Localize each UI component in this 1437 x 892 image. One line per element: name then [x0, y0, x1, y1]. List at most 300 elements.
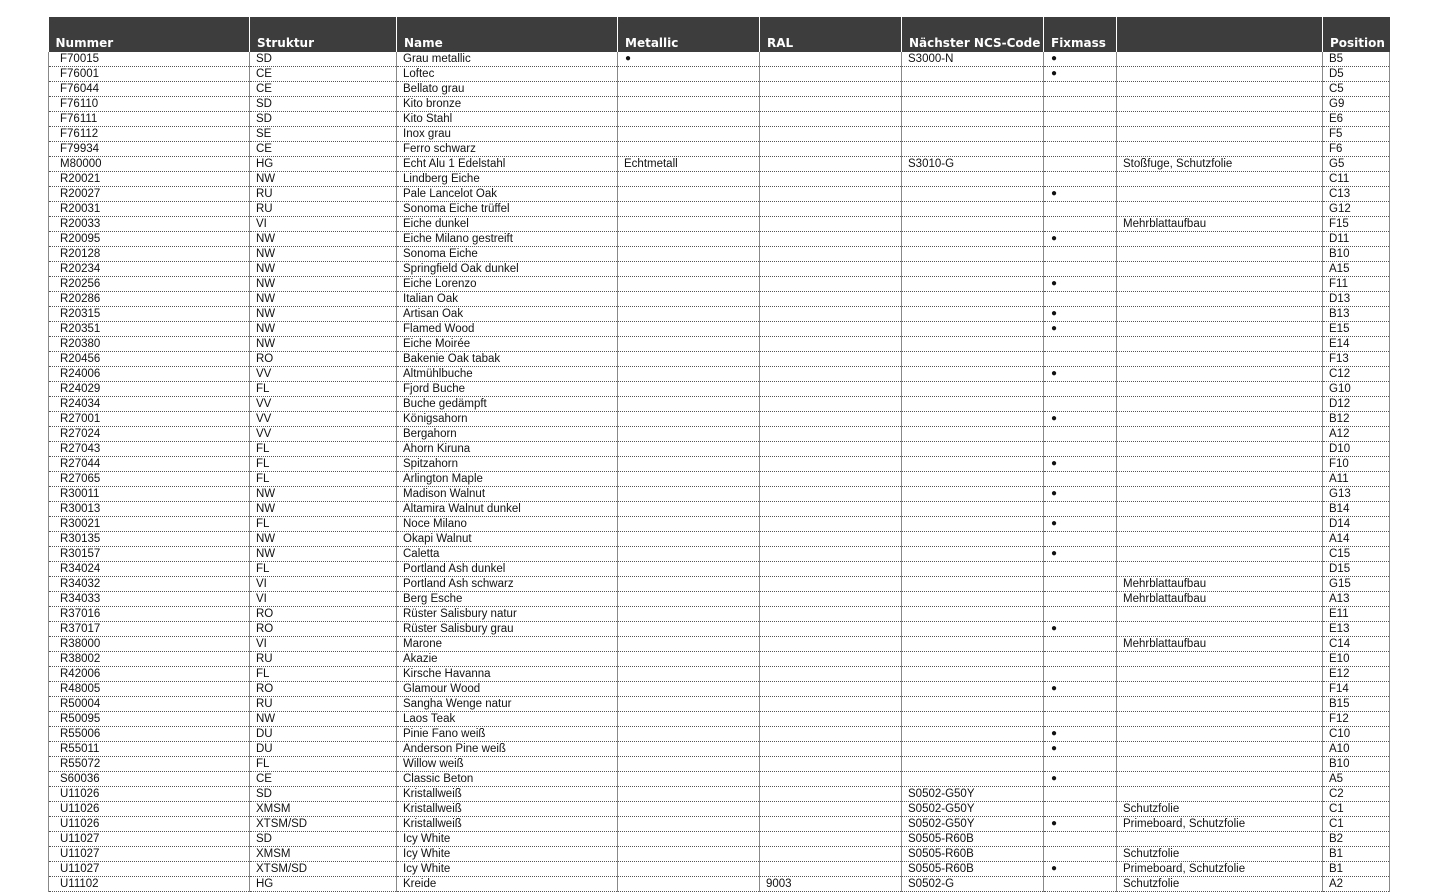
cell-struktur: SD	[250, 52, 397, 67]
cell-fixmass	[1044, 637, 1117, 652]
table-body	[49, 52, 1390, 892]
cell-struktur: DU	[250, 742, 397, 757]
table-row[interactable]	[49, 847, 1390, 862]
table-row[interactable]	[49, 772, 1390, 787]
cell-metallic	[618, 82, 760, 97]
table-row[interactable]	[49, 442, 1390, 457]
cell-struktur: NW	[250, 172, 397, 187]
cell-position: F6	[1323, 142, 1390, 157]
cell-name: Kristallweiß	[397, 817, 618, 832]
cell-nummer: R27044	[49, 457, 250, 472]
table-row[interactable]	[49, 712, 1390, 727]
cell-nummer: R20351	[49, 322, 250, 337]
cell-remarks	[1117, 787, 1323, 802]
cell-fixmass: ●	[1044, 322, 1117, 337]
cell-struktur: NW	[250, 337, 397, 352]
cell-metallic	[618, 457, 760, 472]
cell-position: E11	[1323, 607, 1390, 622]
cell-ncs-code	[902, 367, 1044, 382]
header-name[interactable]: Name	[397, 17, 618, 52]
header-remarks[interactable]	[1117, 17, 1323, 52]
header-nummer[interactable]: Nummer	[49, 17, 250, 52]
table-row[interactable]	[49, 52, 1390, 67]
table-row[interactable]	[49, 277, 1390, 292]
cell-name: Willow weiß	[397, 757, 618, 772]
cell-ral	[760, 847, 902, 862]
table-row[interactable]	[49, 682, 1390, 697]
cell-metallic	[618, 847, 760, 862]
cell-nummer: R37016	[49, 607, 250, 622]
cell-name: Icy White	[397, 862, 618, 877]
table-row[interactable]	[49, 697, 1390, 712]
cell-position: F14	[1323, 682, 1390, 697]
table-row[interactable]	[49, 727, 1390, 742]
cell-ncs-code: S3010-G	[902, 157, 1044, 172]
cell-metallic	[618, 487, 760, 502]
table-row[interactable]	[49, 802, 1390, 817]
table-row[interactable]	[49, 292, 1390, 307]
cell-remarks	[1117, 127, 1323, 142]
cell-position: A5	[1323, 772, 1390, 787]
cell-ncs-code	[902, 532, 1044, 547]
cell-ncs-code	[902, 352, 1044, 367]
cell-position: G13	[1323, 487, 1390, 502]
cell-name: Eiche Lorenzo	[397, 277, 618, 292]
cell-metallic	[618, 577, 760, 592]
cell-fixmass: ●	[1044, 742, 1117, 757]
table-row[interactable]	[49, 502, 1390, 517]
cell-nummer: R30157	[49, 547, 250, 562]
cell-fixmass	[1044, 352, 1117, 367]
cell-fixmass	[1044, 757, 1117, 772]
cell-metallic	[618, 562, 760, 577]
table-row[interactable]	[49, 562, 1390, 577]
table-row[interactable]	[49, 472, 1390, 487]
cell-fixmass	[1044, 472, 1117, 487]
cell-nummer: U11027	[49, 847, 250, 862]
table-row[interactable]	[49, 232, 1390, 247]
cell-ncs-code	[902, 487, 1044, 502]
cell-ral	[760, 322, 902, 337]
table-row[interactable]	[49, 517, 1390, 532]
cell-ncs-code	[902, 517, 1044, 532]
cell-position: B14	[1323, 502, 1390, 517]
cell-ncs-code	[902, 592, 1044, 607]
cell-ral	[760, 202, 902, 217]
table-row[interactable]	[49, 862, 1390, 877]
table-row[interactable]	[49, 322, 1390, 337]
cell-position: G12	[1323, 202, 1390, 217]
cell-struktur: XTSM/SD	[250, 817, 397, 832]
table-row[interactable]	[49, 352, 1390, 367]
cell-name: Ferro schwarz	[397, 142, 618, 157]
cell-ral	[760, 352, 902, 367]
cell-position: F13	[1323, 352, 1390, 367]
cell-ral	[760, 547, 902, 562]
cell-position: B2	[1323, 832, 1390, 847]
cell-name: Eiche dunkel	[397, 217, 618, 232]
cell-fixmass	[1044, 832, 1117, 847]
cell-nummer: R20027	[49, 187, 250, 202]
table-row[interactable]	[49, 532, 1390, 547]
cell-position: E15	[1323, 322, 1390, 337]
cell-ral	[760, 337, 902, 352]
header-ral[interactable]: RAL	[760, 17, 902, 52]
table-row[interactable]	[49, 367, 1390, 382]
cell-remarks	[1117, 832, 1323, 847]
cell-position: B10	[1323, 247, 1390, 262]
table-row[interactable]	[49, 787, 1390, 802]
table-row[interactable]	[49, 247, 1390, 262]
table-row[interactable]	[49, 742, 1390, 757]
cell-struktur: SD	[250, 97, 397, 112]
cell-position: F5	[1323, 127, 1390, 142]
cell-remarks	[1117, 52, 1323, 67]
cell-name: Icy White	[397, 832, 618, 847]
table-row[interactable]	[49, 622, 1390, 637]
cell-name: Sonoma Eiche	[397, 247, 618, 262]
cell-struktur: NW	[250, 487, 397, 502]
cell-ral	[760, 817, 902, 832]
cell-metallic	[618, 247, 760, 262]
cell-fixmass	[1044, 502, 1117, 517]
header-fixmass[interactable]: Fixmass	[1044, 17, 1117, 52]
table-row[interactable]	[49, 592, 1390, 607]
cell-metallic	[618, 277, 760, 292]
cell-struktur: RO	[250, 607, 397, 622]
cell-metallic	[618, 772, 760, 787]
cell-position: B12	[1323, 412, 1390, 427]
cell-position: C12	[1323, 367, 1390, 382]
cell-ncs-code	[902, 262, 1044, 277]
cell-ncs-code: S0505-R60B	[902, 847, 1044, 862]
cell-ncs-code: S3000-N	[902, 52, 1044, 67]
header-ncs-code[interactable]: Nächster NCS-Code	[902, 17, 1044, 52]
cell-nummer: R34032	[49, 577, 250, 592]
cell-nummer: R30011	[49, 487, 250, 502]
cell-struktur: RO	[250, 352, 397, 367]
cell-ncs-code	[902, 97, 1044, 112]
cell-name: Altamira Walnut dunkel	[397, 502, 618, 517]
cell-remarks	[1117, 712, 1323, 727]
cell-ncs-code: S0505-R60B	[902, 832, 1044, 847]
cell-metallic	[618, 547, 760, 562]
cell-position: A14	[1323, 532, 1390, 547]
table-row[interactable]	[49, 112, 1390, 127]
cell-nummer: R20128	[49, 247, 250, 262]
cell-struktur: XTSM/SD	[250, 862, 397, 877]
table-row[interactable]	[49, 832, 1390, 847]
table-row[interactable]	[49, 547, 1390, 562]
cell-metallic	[618, 787, 760, 802]
cell-metallic	[618, 802, 760, 817]
table-row[interactable]	[49, 307, 1390, 322]
cell-nummer: R20380	[49, 337, 250, 352]
cell-ral	[760, 607, 902, 622]
cell-position: E12	[1323, 667, 1390, 682]
table-row[interactable]	[49, 757, 1390, 772]
cell-name: Akazie	[397, 652, 618, 667]
cell-ral	[760, 727, 902, 742]
cell-ncs-code	[902, 667, 1044, 682]
table-row[interactable]	[49, 82, 1390, 97]
cell-ral	[760, 97, 902, 112]
header-position[interactable]: Position	[1323, 17, 1390, 52]
cell-name: Sonoma Eiche trüffel	[397, 202, 618, 217]
cell-struktur: NW	[250, 262, 397, 277]
cell-struktur: FL	[250, 457, 397, 472]
cell-metallic	[618, 757, 760, 772]
header-struktur[interactable]: Struktur	[250, 17, 397, 52]
cell-struktur: XMSM	[250, 802, 397, 817]
cell-name: Kirsche Havanna	[397, 667, 618, 682]
cell-nummer: R27001	[49, 412, 250, 427]
header-metallic[interactable]: Metallic	[618, 17, 760, 52]
cell-ncs-code: S0502-G50Y	[902, 802, 1044, 817]
cell-name: Madison Walnut	[397, 487, 618, 502]
cell-fixmass	[1044, 382, 1117, 397]
cell-position: F15	[1323, 217, 1390, 232]
cell-name: Icy White	[397, 847, 618, 862]
cell-ral	[760, 292, 902, 307]
table-row[interactable]	[49, 157, 1390, 172]
cell-ncs-code	[902, 457, 1044, 472]
cell-nummer: R20315	[49, 307, 250, 322]
cell-ncs-code: S0502-G50Y	[902, 817, 1044, 832]
table-row[interactable]	[49, 397, 1390, 412]
cell-ral	[760, 397, 902, 412]
cell-fixmass	[1044, 97, 1117, 112]
cell-ncs-code	[902, 112, 1044, 127]
cell-remarks: Mehrblattaufbau	[1117, 592, 1323, 607]
cell-fixmass: ●	[1044, 517, 1117, 532]
cell-remarks: Mehrblattaufbau	[1117, 637, 1323, 652]
cell-struktur: FL	[250, 472, 397, 487]
cell-struktur: NW	[250, 292, 397, 307]
cell-ral	[760, 157, 902, 172]
cell-name: Artisan Oak	[397, 307, 618, 322]
cell-struktur: SD	[250, 832, 397, 847]
cell-nummer: R38000	[49, 637, 250, 652]
cell-position: D14	[1323, 517, 1390, 532]
cell-struktur: CE	[250, 772, 397, 787]
table-header-row	[49, 17, 1390, 52]
cell-ral	[760, 532, 902, 547]
cell-position: C14	[1323, 637, 1390, 652]
cell-struktur: FL	[250, 382, 397, 397]
cell-fixmass	[1044, 127, 1117, 142]
table-row[interactable]	[49, 97, 1390, 112]
cell-struktur: NW	[250, 307, 397, 322]
cell-nummer: R20456	[49, 352, 250, 367]
cell-fixmass: ●	[1044, 622, 1117, 637]
table-row[interactable]	[49, 187, 1390, 202]
cell-remarks	[1117, 607, 1323, 622]
cell-position: F11	[1323, 277, 1390, 292]
cell-nummer: R48005	[49, 682, 250, 697]
cell-position: G15	[1323, 577, 1390, 592]
cell-fixmass	[1044, 652, 1117, 667]
cell-remarks	[1117, 472, 1323, 487]
cell-position: E13	[1323, 622, 1390, 637]
cell-struktur: NW	[250, 247, 397, 262]
cell-name: Eiche Moirée	[397, 337, 618, 352]
cell-struktur: RU	[250, 202, 397, 217]
cell-fixmass: ●	[1044, 817, 1117, 832]
cell-ncs-code	[902, 427, 1044, 442]
cell-fixmass	[1044, 247, 1117, 262]
cell-nummer: R24029	[49, 382, 250, 397]
cell-fixmass	[1044, 787, 1117, 802]
cell-ral	[760, 262, 902, 277]
cell-remarks	[1117, 397, 1323, 412]
cell-remarks	[1117, 352, 1323, 367]
cell-name: Pinie Fano weiß	[397, 727, 618, 742]
cell-fixmass: ●	[1044, 67, 1117, 82]
cell-ncs-code	[902, 217, 1044, 232]
cell-metallic	[618, 172, 760, 187]
cell-name: Bakenie Oak tabak	[397, 352, 618, 367]
table-row[interactable]	[49, 142, 1390, 157]
table-row[interactable]	[49, 382, 1390, 397]
cell-name: Bergahorn	[397, 427, 618, 442]
cell-fixmass	[1044, 112, 1117, 127]
table-row[interactable]	[49, 217, 1390, 232]
table-row[interactable]	[49, 262, 1390, 277]
cell-metallic	[618, 217, 760, 232]
cell-ral	[760, 757, 902, 772]
cell-fixmass: ●	[1044, 682, 1117, 697]
cell-remarks	[1117, 337, 1323, 352]
cell-ral	[760, 742, 902, 757]
table-row[interactable]	[49, 487, 1390, 502]
cell-metallic	[618, 652, 760, 667]
cell-remarks	[1117, 82, 1323, 97]
cell-nummer: R20286	[49, 292, 250, 307]
cell-position: B10	[1323, 757, 1390, 772]
cell-ral	[760, 442, 902, 457]
cell-remarks: Primeboard, Schutzfolie	[1117, 862, 1323, 877]
cell-struktur: RO	[250, 622, 397, 637]
cell-position: C13	[1323, 187, 1390, 202]
cell-nummer: R37017	[49, 622, 250, 637]
cell-metallic	[618, 637, 760, 652]
cell-ral	[760, 802, 902, 817]
table-row[interactable]	[49, 172, 1390, 187]
cell-ncs-code	[902, 232, 1044, 247]
cell-remarks	[1117, 742, 1323, 757]
table-row[interactable]	[49, 577, 1390, 592]
table-row[interactable]	[49, 652, 1390, 667]
cell-ncs-code: S0502-G50Y	[902, 787, 1044, 802]
table-row[interactable]	[49, 877, 1390, 892]
cell-name: Arlington Maple	[397, 472, 618, 487]
table-row[interactable]	[49, 67, 1390, 82]
cell-metallic	[618, 202, 760, 217]
cell-ral	[760, 577, 902, 592]
cell-position: C10	[1323, 727, 1390, 742]
cell-name: Grau metallic	[397, 52, 618, 67]
cell-remarks: Stoßfuge, Schutzfolie	[1117, 157, 1323, 172]
cell-ncs-code	[902, 412, 1044, 427]
cell-remarks	[1117, 622, 1323, 637]
cell-ncs-code	[902, 442, 1044, 457]
table-row[interactable]	[49, 202, 1390, 217]
cell-fixmass	[1044, 592, 1117, 607]
cell-ral	[760, 682, 902, 697]
cell-metallic	[618, 862, 760, 877]
cell-nummer: R30135	[49, 532, 250, 547]
cell-struktur: DU	[250, 727, 397, 742]
cell-ral: 9003	[760, 877, 902, 892]
cell-nummer: R24006	[49, 367, 250, 382]
cell-fixmass: ●	[1044, 457, 1117, 472]
cell-position: A15	[1323, 262, 1390, 277]
cell-nummer: R20256	[49, 277, 250, 292]
cell-fixmass	[1044, 217, 1117, 232]
cell-ncs-code	[902, 187, 1044, 202]
cell-ncs-code	[902, 202, 1044, 217]
cell-position: E6	[1323, 112, 1390, 127]
cell-remarks	[1117, 487, 1323, 502]
cell-ral	[760, 832, 902, 847]
cell-nummer: R27043	[49, 442, 250, 457]
cell-ral	[760, 772, 902, 787]
cell-metallic	[618, 127, 760, 142]
cell-remarks	[1117, 727, 1323, 742]
cell-position: C2	[1323, 787, 1390, 802]
table-row[interactable]	[49, 667, 1390, 682]
cell-fixmass	[1044, 427, 1117, 442]
table-row[interactable]	[49, 637, 1390, 652]
cell-ncs-code	[902, 142, 1044, 157]
table-row[interactable]	[49, 457, 1390, 472]
cell-position: C1	[1323, 817, 1390, 832]
cell-name: Kito bronze	[397, 97, 618, 112]
table-row[interactable]	[49, 337, 1390, 352]
cell-name: Italian Oak	[397, 292, 618, 307]
table-row[interactable]	[49, 607, 1390, 622]
cell-ral	[760, 487, 902, 502]
cell-ral	[760, 187, 902, 202]
table-row[interactable]	[49, 427, 1390, 442]
cell-metallic	[618, 667, 760, 682]
cell-position: D15	[1323, 562, 1390, 577]
cell-remarks	[1117, 667, 1323, 682]
cell-ncs-code	[902, 82, 1044, 97]
cell-remarks	[1117, 547, 1323, 562]
cell-fixmass	[1044, 712, 1117, 727]
cell-struktur: HG	[250, 877, 397, 892]
cell-fixmass	[1044, 877, 1117, 892]
cell-fixmass	[1044, 667, 1117, 682]
cell-name: Classic Beton	[397, 772, 618, 787]
table-row[interactable]	[49, 127, 1390, 142]
cell-struktur: NW	[250, 232, 397, 247]
cell-ral	[760, 67, 902, 82]
cell-metallic	[618, 697, 760, 712]
cell-nummer: S60036	[49, 772, 250, 787]
cell-struktur: RU	[250, 652, 397, 667]
cell-fixmass: ●	[1044, 367, 1117, 382]
cell-remarks: Mehrblattaufbau	[1117, 577, 1323, 592]
table-row[interactable]	[49, 817, 1390, 832]
table-row[interactable]	[49, 412, 1390, 427]
cell-remarks	[1117, 202, 1323, 217]
cell-position: D11	[1323, 232, 1390, 247]
cell-remarks	[1117, 142, 1323, 157]
cell-struktur: CE	[250, 67, 397, 82]
